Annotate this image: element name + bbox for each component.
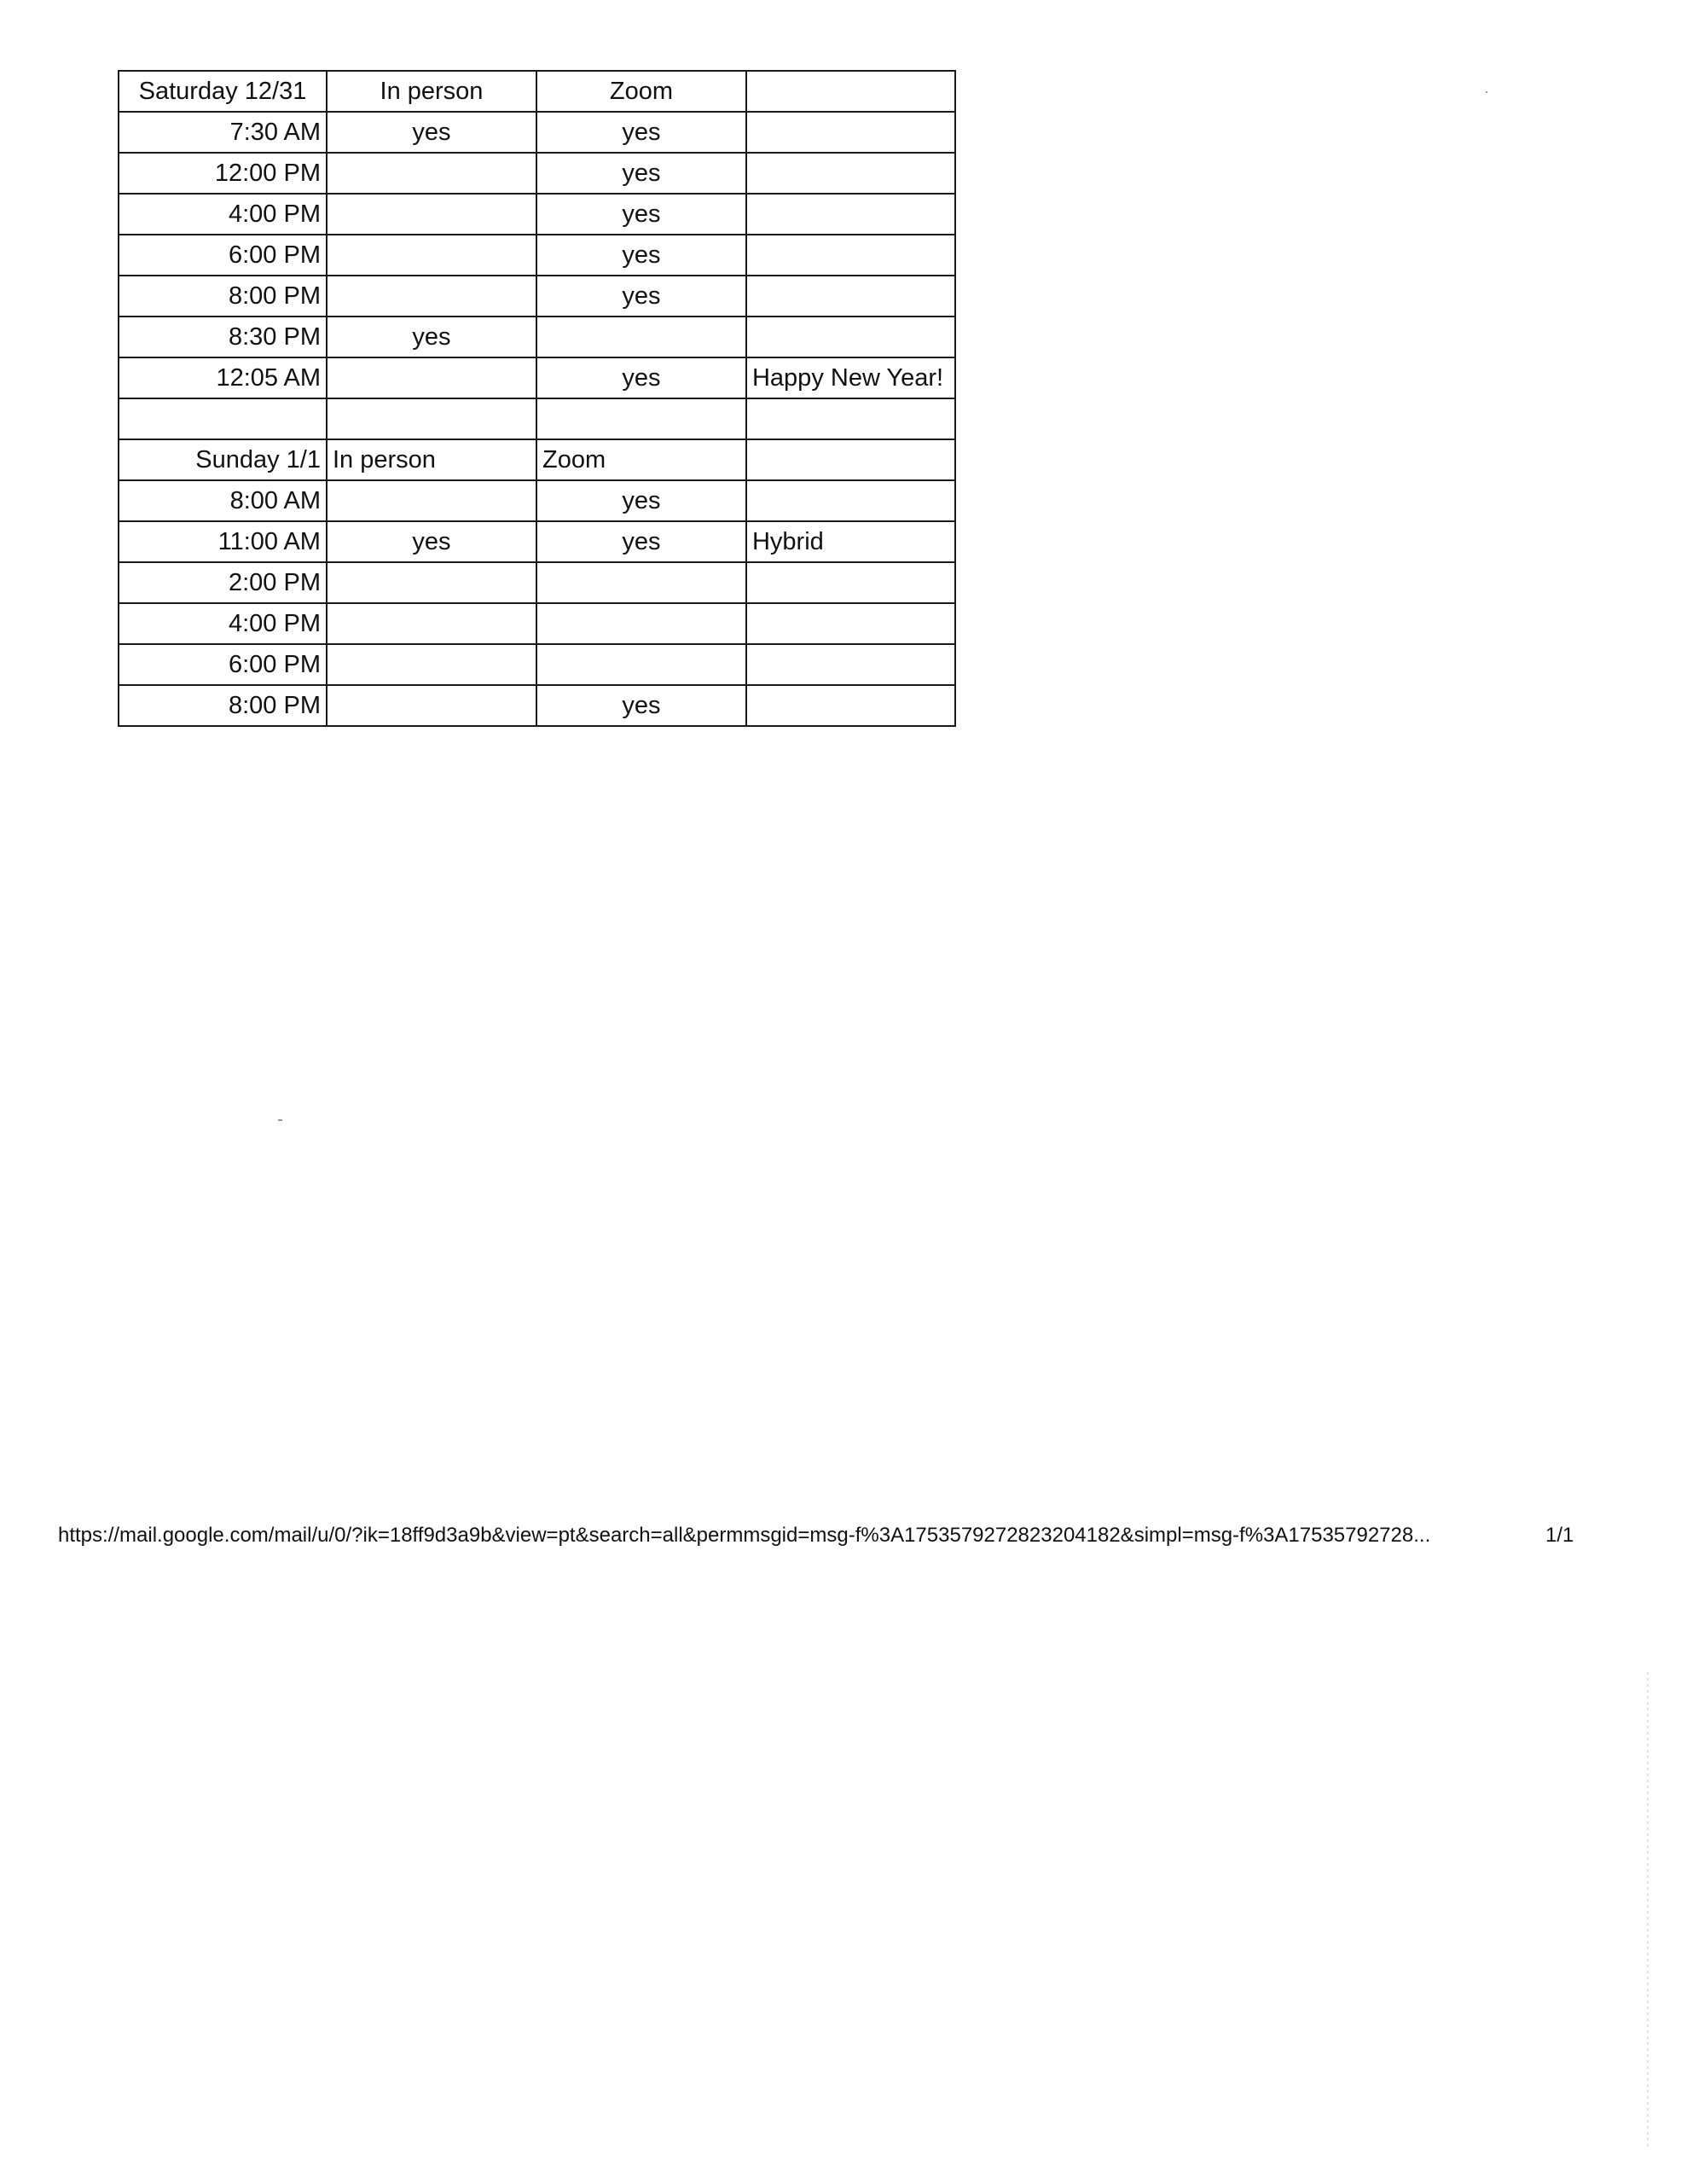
scan-speck bbox=[1486, 91, 1487, 93]
in-person-cell: yes bbox=[327, 521, 536, 562]
table-row bbox=[119, 153, 955, 194]
sunday-in-person-header: In person bbox=[327, 439, 536, 480]
sunday-day-label: Sunday 1/1 bbox=[119, 439, 327, 480]
table-row bbox=[119, 194, 955, 235]
note-cell bbox=[746, 194, 955, 235]
note-cell bbox=[746, 235, 955, 276]
time-cell: 4:00 PM bbox=[119, 194, 327, 235]
time-cell: 2:00 PM bbox=[119, 562, 327, 603]
in-person-cell bbox=[327, 562, 536, 603]
in-person-cell bbox=[327, 235, 536, 276]
in-person-cell: yes bbox=[327, 112, 536, 153]
zoom-cell: yes bbox=[536, 521, 746, 562]
zoom-cell bbox=[536, 317, 746, 357]
zoom-cell: yes bbox=[536, 276, 746, 317]
print-footer-page-number: 1/1 bbox=[1545, 1524, 1574, 1547]
zoom-cell: yes bbox=[536, 235, 746, 276]
saturday-day-label: Saturday 12/31 bbox=[119, 71, 327, 112]
zoom-cell bbox=[536, 644, 746, 685]
table-row bbox=[119, 603, 955, 644]
table-row bbox=[119, 317, 955, 357]
in-person-cell: yes bbox=[327, 317, 536, 357]
zoom-cell: yes bbox=[536, 685, 746, 726]
in-person-cell bbox=[327, 603, 536, 644]
note-cell bbox=[746, 603, 955, 644]
time-cell: 6:00 PM bbox=[119, 644, 327, 685]
note-cell bbox=[746, 153, 955, 194]
in-person-cell bbox=[327, 480, 536, 521]
time-cell: 8:00 PM bbox=[119, 276, 327, 317]
in-person-cell bbox=[327, 194, 536, 235]
time-cell: 12:00 PM bbox=[119, 153, 327, 194]
in-person-cell bbox=[327, 357, 536, 398]
time-cell: 7:30 AM bbox=[119, 112, 327, 153]
sunday-note-header bbox=[746, 439, 955, 480]
sunday-zoom-header: Zoom bbox=[536, 439, 746, 480]
note-cell bbox=[746, 480, 955, 521]
in-person-cell bbox=[327, 276, 536, 317]
blank-separator-row bbox=[119, 398, 955, 439]
schedule-table bbox=[118, 70, 956, 727]
scan-speck bbox=[278, 1119, 282, 1121]
time-cell: 12:05 AM bbox=[119, 357, 327, 398]
in-person-cell bbox=[327, 644, 536, 685]
note-cell bbox=[746, 317, 955, 357]
zoom-cell: yes bbox=[536, 153, 746, 194]
note-cell bbox=[746, 562, 955, 603]
zoom-cell: yes bbox=[536, 480, 746, 521]
table-row bbox=[119, 480, 955, 521]
note-cell bbox=[746, 685, 955, 726]
time-cell: 8:00 PM bbox=[119, 685, 327, 726]
empty-cell bbox=[746, 398, 955, 439]
table-row bbox=[119, 357, 955, 398]
table-row bbox=[119, 644, 955, 685]
print-footer-url: https://mail.google.com/mail/u/0/?ik=18ff9d3a9b&view=pt&search=all&permmsgid=msg-f%3A1753579272823204182&simpl=msg-f%3A17535792728... bbox=[58, 1524, 1431, 1547]
saturday-in-person-header: In person bbox=[327, 71, 536, 112]
note-cell bbox=[746, 112, 955, 153]
note-cell: Happy New Year! bbox=[746, 357, 955, 398]
scan-edge-artifact bbox=[1647, 1672, 1649, 2150]
table-row bbox=[119, 562, 955, 603]
sunday-header-row bbox=[119, 439, 955, 480]
zoom-cell: yes bbox=[536, 194, 746, 235]
saturday-note-header bbox=[746, 71, 955, 112]
note-cell: Hybrid bbox=[746, 521, 955, 562]
time-cell: 6:00 PM bbox=[119, 235, 327, 276]
table-row bbox=[119, 685, 955, 726]
table-row bbox=[119, 276, 955, 317]
time-cell: 4:00 PM bbox=[119, 603, 327, 644]
table-row bbox=[119, 112, 955, 153]
time-cell: 8:00 AM bbox=[119, 480, 327, 521]
note-cell bbox=[746, 644, 955, 685]
zoom-cell: yes bbox=[536, 357, 746, 398]
table-row bbox=[119, 235, 955, 276]
saturday-header-row bbox=[119, 71, 955, 112]
in-person-cell bbox=[327, 685, 536, 726]
note-cell bbox=[746, 276, 955, 317]
saturday-zoom-header: Zoom bbox=[536, 71, 746, 112]
zoom-cell bbox=[536, 562, 746, 603]
zoom-cell: yes bbox=[536, 112, 746, 153]
zoom-cell bbox=[536, 603, 746, 644]
empty-cell bbox=[536, 398, 746, 439]
table-row bbox=[119, 521, 955, 562]
empty-cell bbox=[327, 398, 536, 439]
empty-cell bbox=[119, 398, 327, 439]
time-cell: 11:00 AM bbox=[119, 521, 327, 562]
time-cell: 8:30 PM bbox=[119, 317, 327, 357]
in-person-cell bbox=[327, 153, 536, 194]
